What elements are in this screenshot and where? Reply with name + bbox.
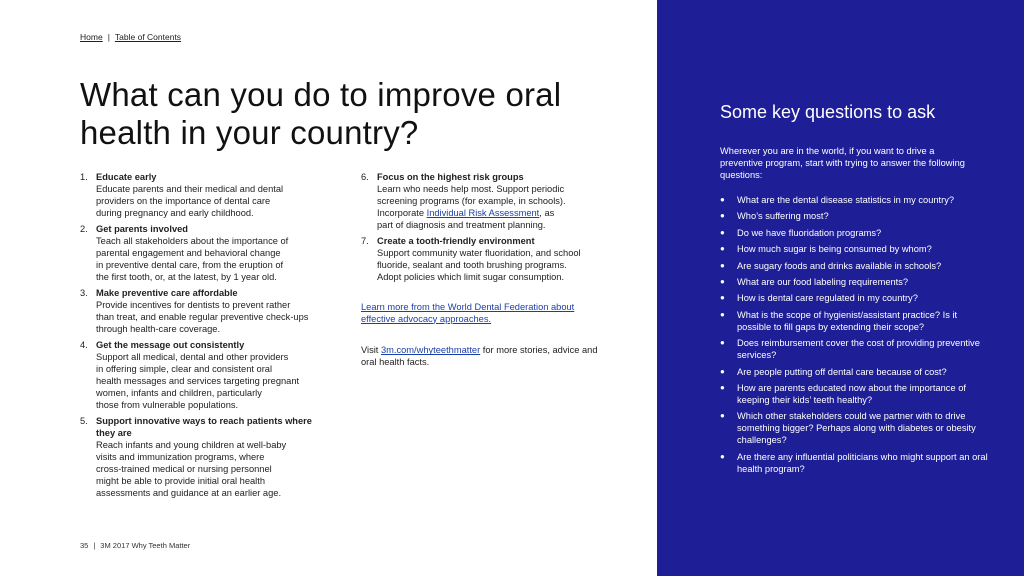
step-item <box>80 340 350 411</box>
step-number: 2. <box>80 224 88 235</box>
step-line: in preventive dental care, from the eruption of <box>96 259 284 270</box>
step-heading: Make preventive care affordable <box>96 288 238 299</box>
step-body <box>96 340 350 411</box>
step-line: fluoride, sealant and tooth brushing programs. <box>377 259 567 270</box>
bullet-icon: ● <box>720 260 725 270</box>
step-body <box>96 224 350 284</box>
visit-text: for more stories, advice and oral health facts. <box>361 345 598 368</box>
step-line: than treat, and enable regular preventive check-ups <box>96 311 309 322</box>
visit-text: Visit <box>361 345 381 356</box>
panel-intro: Wherever you are in the world, if you want to drive a preventive program, start with trying to answer the following questions: <box>720 146 965 180</box>
bullet-icon: ● <box>720 211 725 221</box>
question-item <box>720 210 990 222</box>
question-text: Who’s suffering most? <box>737 211 829 222</box>
document-name: 3M 2017 Why Teeth Matter <box>100 541 191 550</box>
question-text: Are there any influential politicians who might support an oral health program? <box>737 451 988 474</box>
questions-list <box>720 194 990 479</box>
breadcrumb-toc-link[interactable]: Table of Contents <box>114 32 182 42</box>
bullet-icon: ● <box>720 451 725 461</box>
bullet-icon: ● <box>720 338 725 348</box>
step-body <box>96 416 350 499</box>
visit-paragraph <box>361 345 611 369</box>
step-number: 6. <box>361 172 369 182</box>
step-line: parental engagement and behavioral change <box>96 247 281 258</box>
page-title <box>80 76 620 152</box>
question-text: Are people putting off dental care because of cost? <box>737 366 947 377</box>
step-number: 5. <box>80 416 88 427</box>
step-line: in offering simple, clear and consistent oral <box>96 364 273 375</box>
panel-title: Some key questions to ask <box>720 102 936 122</box>
question-item <box>720 243 990 255</box>
step-heading: Educate early <box>96 172 157 182</box>
step-item <box>80 172 350 220</box>
question-text: How is dental care regulated in my country? <box>737 293 918 304</box>
footer-separator: | <box>93 541 96 550</box>
question-text: What are the dental disease statistics in my country? <box>737 195 955 205</box>
question-item <box>720 410 990 446</box>
key-questions-panel <box>657 0 1024 576</box>
step-body <box>377 172 623 232</box>
question-item <box>720 276 990 288</box>
question-item <box>720 194 990 206</box>
individual-risk-assessment-link[interactable]: Individual Risk Assessment <box>426 207 540 218</box>
breadcrumb-separator: | <box>107 32 110 42</box>
breadcrumb-home-link[interactable]: Home <box>80 32 103 42</box>
question-text: Do we have fluoridation programs? <box>737 227 882 238</box>
step-line: assessments and guidance at an earlier age. <box>96 487 282 498</box>
bullet-icon: ● <box>720 366 725 376</box>
step-line: health messages and services targeting pregnant <box>96 376 300 386</box>
step-text: , as <box>539 207 555 218</box>
step-text: Incorporate <box>377 207 427 218</box>
bullet-icon: ● <box>720 244 725 254</box>
step-item <box>80 288 350 336</box>
step-line: during pregnancy and early childhood. <box>96 207 254 218</box>
step-line: cross-trained medical or nursing personnel <box>96 463 272 474</box>
question-text: How are parents educated now about the importance of keeping their kids’ teeth healthy? <box>737 382 966 405</box>
bullet-icon: ● <box>720 309 725 319</box>
step-heading: Get parents involved <box>96 224 188 235</box>
question-item <box>720 260 990 272</box>
step-item <box>80 224 350 284</box>
steps-column-middle <box>361 172 623 369</box>
step-item <box>361 172 623 232</box>
question-item <box>720 292 990 304</box>
bullet-icon: ● <box>720 195 725 204</box>
question-item <box>720 366 990 378</box>
question-text: Are sugary foods and drinks available in schools? <box>737 260 942 271</box>
question-item <box>720 382 990 406</box>
question-text: What is the scope of hygienist/assistant practice? Is it possible to fill gaps by extending their scope? <box>737 309 958 332</box>
breadcrumb <box>80 32 181 42</box>
question-item <box>720 227 990 239</box>
page-footer <box>80 541 190 550</box>
bullet-icon: ● <box>720 227 725 237</box>
question-text: How much sugar is being consumed by whom? <box>737 244 932 255</box>
step-number: 7. <box>361 236 369 247</box>
step-line: through health-care coverage. <box>96 323 221 334</box>
whyteethmatter-link[interactable]: 3m.com/whyteethmatter <box>380 345 481 356</box>
question-item <box>720 309 990 333</box>
step-number: 4. <box>80 340 88 351</box>
question-text: Does reimbursement cover the cost of providing preventive services? <box>737 338 980 361</box>
step-line: part of diagnosis and treatment planning. <box>377 219 546 230</box>
page-title-line-2: health in your country? <box>80 114 419 151</box>
bullet-icon: ● <box>720 411 725 421</box>
page-title-line-1: What can you do to improve oral <box>80 76 562 113</box>
step-line: the first tooth, or, at the latest, by 1 year old. <box>96 271 277 282</box>
step-line: visits and immunization programs, where <box>96 451 265 462</box>
step-line: Support community water fluoridation, and school <box>377 247 581 258</box>
step-line: might be able to provide initial oral health <box>96 475 265 486</box>
step-body <box>96 288 350 336</box>
step-item <box>361 236 623 284</box>
step-line: providers on the importance of dental care <box>96 195 271 206</box>
step-line: women, infants and children, particularly <box>96 387 262 398</box>
step-heading: Focus on the highest risk groups <box>377 172 524 182</box>
step-heading: Support innovative ways to reach patients where they are <box>96 416 312 439</box>
step-body <box>96 172 350 220</box>
step-line: Educate parents and their medical and dental <box>96 183 284 194</box>
step-heading: Get the message out consistently <box>96 340 245 351</box>
step-line <box>377 208 623 220</box>
step-line: Provide incentives for dentists to prevent rather <box>96 300 291 311</box>
step-number: 1. <box>80 172 88 182</box>
steps-list-continued <box>361 172 623 284</box>
step-body <box>377 236 623 284</box>
question-item <box>720 451 990 475</box>
steps-column-left <box>80 172 350 504</box>
step-line: Support all medical, dental and other providers <box>96 352 289 363</box>
bullet-icon: ● <box>720 276 725 286</box>
step-item <box>80 416 350 499</box>
question-item <box>720 337 990 361</box>
step-line: Reach infants and young children at well-baby <box>96 440 287 451</box>
step-number: 3. <box>80 288 88 299</box>
page-number: 35 <box>80 541 89 550</box>
world-dental-federation-link[interactable]: Learn more from the World Dental Federation about effective advocacy approaches. <box>361 301 575 324</box>
step-line: screening programs (for example, in schools). <box>377 195 566 206</box>
bullet-icon: ● <box>720 293 725 303</box>
question-text: What are our food labeling requirements? <box>737 276 909 287</box>
step-line: Adopt policies which limit sugar consumption. <box>377 271 565 282</box>
step-line: Learn who needs help most. Support periodic <box>377 183 565 194</box>
step-line: those from vulnerable populations. <box>96 399 239 410</box>
step-line: Teach all stakeholders about the importance of <box>96 236 289 247</box>
question-text: Which other stakeholders could we partner with to drive something bigger? Perhaps along with diabetes or obesity challenges? <box>737 411 976 446</box>
bullet-icon: ● <box>720 382 725 392</box>
step-heading: Create a tooth-friendly environment <box>377 236 535 247</box>
steps-list <box>80 172 350 500</box>
